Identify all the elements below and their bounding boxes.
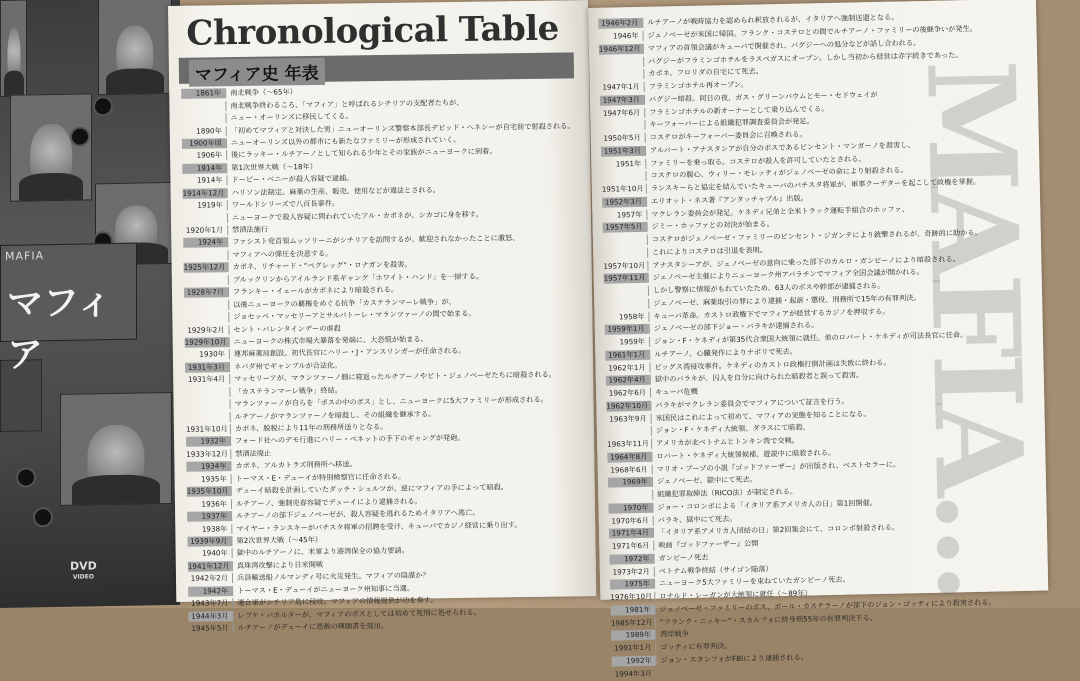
timeline-date: 1957年10月	[603, 260, 647, 271]
timeline-event: 第2次世界大戦（～45年）	[231, 535, 322, 546]
timeline-event: ワールドシリーズで八百長事件。	[227, 199, 339, 211]
bullet-hole	[18, 469, 34, 485]
timeline-event: マフィアの首領会議がキューバで開催され、バグジーへの処分などが話し合われる。	[643, 38, 921, 54]
timeline-event: マランツァーノが自らを「ボスの中のボス」とし、ニューヨークに5大ファミリーが形成される。	[229, 395, 547, 409]
timeline-event: ジェノベーゼ・ファミリーのボス、ポール・カステラーノが部下のジョン・ゴッティにより殺害される。	[655, 597, 996, 614]
timeline-date: 1950年5月	[601, 133, 645, 144]
timeline-date: 1971年4月	[609, 528, 653, 539]
cover-english-title: MAFIA	[5, 249, 44, 263]
timeline-event: ルチアーノの部下ジェノベーゼが、殺人容疑を逃れるためイタリアへ逃亡。	[231, 508, 480, 521]
timeline-event: ジェノベーゼ、麻薬取引の罪により逮捕・起訴・懲役、刑務所で15年の有罪判決。	[648, 293, 921, 309]
timeline-date: 1951年10月	[602, 184, 646, 195]
timeline-date: 1968年6月	[608, 464, 652, 475]
timeline-date: 1925年12月	[184, 263, 228, 274]
timeline-date: 1947年3月	[600, 95, 644, 106]
timeline-date: 1861年	[181, 88, 225, 99]
timeline-event: マリオ・プーゾの小説『ゴッドファーザー』が出版され、ベストセラーに。	[652, 459, 901, 474]
timeline-date: 1944年3月	[188, 611, 232, 622]
timeline-event: 兵員輸送船ノルマンディ号に火災発生。マフィアの陰謀か？	[232, 571, 430, 584]
timeline-event: 禁酒法施行	[227, 225, 268, 236]
timeline-date: 1994年3月	[612, 668, 656, 679]
timeline-date	[186, 404, 230, 405]
timeline-date: 1937年	[187, 511, 231, 522]
timeline-event: ガンビーノ死去	[653, 552, 708, 563]
timeline-event: レプケ・バカルターが、マフィアのボスとしては初めて死刑に処せられる。	[232, 607, 480, 620]
timeline-date: 1981年	[611, 605, 655, 616]
timeline-event: バグジー暗殺。同日の夜、ガス・グリーンバウムとモー・セドウェイが	[644, 90, 878, 105]
timeline-event: キーフォーバーによる組織犯罪調査委員会が発足。	[644, 117, 813, 131]
portrait-photo	[98, 0, 172, 95]
timeline-right	[598, 9, 1032, 681]
timeline-event: セント・バレンタインデーの虐殺	[228, 323, 340, 335]
timeline-date: 1962年10月	[606, 401, 650, 412]
timeline-date: 1924年	[183, 238, 227, 249]
timeline-event: ニューヨークで殺人容疑に問われていたアル・カポネが、シカゴに身を移す。	[227, 209, 483, 223]
timeline-event: マッセリーアが、マランツァーノ側に寝返ったルチアーノやビト・ジェノベーゼたちに暗殺される。	[229, 370, 556, 385]
timeline-event: 獄中のルチアーノに、米軍より港湾保全の協力要請。	[232, 546, 409, 558]
timeline-date: 1890年	[182, 126, 226, 137]
timeline-event: 湾岸戦争	[655, 629, 689, 640]
timeline-event: これによりコステロは引退を表明。	[647, 245, 767, 258]
timeline-date	[604, 291, 648, 292]
timeline-date: 1938年	[187, 524, 231, 535]
timeline-event: 獄中のバラキが、囚人を自分に向けられた暗殺者と誤って殺害。	[650, 371, 864, 385]
dvd-logo	[70, 560, 97, 582]
timeline-event: 「イタリア系アメリカ人団結の日」第2回集会にて、コロンボ射殺される。	[653, 523, 899, 538]
timeline-date: 1931年10月	[186, 424, 230, 435]
timeline-event: ファシスト党首領ムッソリーニがシチリアを訪問するが、歓迎されなかったことに激怒、	[227, 234, 519, 248]
page-subtitle: マフィア史 年表	[189, 58, 325, 87]
timeline-date	[599, 61, 643, 62]
timeline-date: 1957年11月	[604, 273, 648, 284]
timeline-event: ジェノベーゼが米国に帰国。フランク・コステロとの間でルチアーノ・ファミリーの後継争いが発生。	[642, 24, 977, 41]
timeline-date: 1931年4月	[185, 374, 229, 385]
timeline-date	[602, 176, 646, 177]
timeline-event: フォード社へのデモ行進にハリー・ベネットの手下のギャングが発砲。	[230, 433, 465, 446]
timeline-date: 1958年	[604, 311, 648, 322]
timeline-event: ゴッティに有罪判決。	[655, 641, 731, 653]
timeline-date: 1929年10月	[185, 337, 229, 348]
timeline-event: ルチアーノ、強制売春容疑でデューイにより逮捕される。	[231, 496, 422, 509]
timeline-date: 1992年	[612, 656, 656, 667]
timeline-event: ニュー・オーリンズに移民してくる。	[226, 112, 353, 124]
timeline-date	[183, 255, 227, 256]
timeline-event: 連邦麻薬局創設。初代長官にハリー・J・アンスリンガーが任命される。	[229, 346, 466, 359]
timeline-event: ルチアーノが戦時協力を認められ釈放されるが、イタリアへ強制送還となる。	[642, 13, 898, 28]
booklet-left-page	[168, 0, 596, 602]
timeline-event: ニューヨーク5大ファミリーを束ねていたガンビーノ死去。	[654, 575, 850, 589]
timeline-date: 1962年4月	[606, 375, 650, 386]
timeline-date: 1942年2月	[188, 573, 232, 584]
timeline-event: アメリカが北ベトナムとトンキン湾で交戦。	[651, 436, 799, 449]
portrait-photo	[60, 392, 172, 506]
timeline-date: 1952年3月	[602, 197, 646, 208]
timeline-event: ネバダ州でギャンブルが合法化。	[229, 360, 342, 372]
timeline-event: コステロの腹心、ウィリー・モレッティがジェノベーゼの命により射殺される。	[645, 166, 907, 181]
timeline-date: 1934年	[186, 462, 230, 473]
timeline-event: ジョン・スタンフォがFBIにより逮捕される。	[656, 652, 808, 665]
timeline-event: 組織犯罪取締法（RICO法）が制定される。	[652, 487, 797, 500]
timeline-date: 1959年	[605, 337, 649, 348]
timeline-event: ニューヨークの株式市場大暴落を発端に、大恐慌が始まる。	[229, 334, 428, 347]
bullet-hole	[95, 98, 111, 114]
timeline-event: ルチアーノがデューイに恩赦の嘆願書を提出。	[233, 621, 388, 633]
dvd-logo-sub: VIDEO	[70, 571, 97, 582]
timeline-event: コステロがジェノベーゼ・ファミリーのビンセント・ジガンテにより銃撃されるが、奇跡的に助かる。	[647, 228, 982, 245]
timeline-event: “フランク・ニッキー”・スカルフォに終身刑55年の有罪判決下る。	[655, 613, 877, 628]
timeline-event: ジョン・F・ケネディ大統領、ダラスにて暗殺。	[651, 423, 810, 436]
timeline-event: バラキがマクレラン委員会でマフィアについて証言を行う。	[650, 397, 849, 411]
timeline-date	[184, 317, 228, 318]
timeline-event: デューイ暗殺を計画していたダッチ・シュルツが、逆にマフィアの手によって暗殺。	[231, 483, 508, 497]
timeline-event: ファミリーを乗っ取る。コステロが殺人を許可していたとされる。	[645, 154, 866, 169]
page-title: Chronological Table	[186, 9, 559, 54]
timeline-event: バグジーがフラミンゴホテルをラスベガスにオープン。しかし当初から経営は赤字続きであった。	[643, 50, 963, 67]
timeline-date	[186, 417, 230, 418]
timeline-date: 1914年	[182, 175, 226, 186]
timeline-date: 1970年6月	[609, 515, 653, 526]
timeline-event: ジョン・F・ケネディが第35代合衆国大統領に就任。弟のロバート・ケネディが司法長官に任命。	[649, 330, 967, 347]
timeline-date: 1951年	[601, 158, 645, 169]
timeline-date	[181, 106, 225, 107]
timeline-event: 映画『ゴッドファーザー』公開	[653, 539, 758, 551]
timeline-event: ピッグス湾侵攻事件。ケネディのカストロ政権打倒計画は失敗に終わる。	[649, 357, 890, 372]
timeline-event: ジェノベーゼの部下ジョー・バラキが逮捕される。	[649, 321, 819, 335]
timeline-event: カポネ、アルカトラズ刑務所へ移送。	[230, 460, 356, 472]
timeline-event: ジミー・ホッファとの対決が始まる。	[646, 220, 773, 233]
timeline-date	[603, 253, 647, 254]
timeline-date	[182, 118, 226, 119]
timeline-event: アナスタシーアが、ジェノベーゼの意向に乗った部下のカルロ・ガンビーノにより暗殺される。	[647, 254, 960, 271]
timeline-event: 真珠湾攻撃により日米開戦	[232, 560, 323, 571]
timeline-date: 1972年	[609, 554, 653, 565]
timeline-event: ランスキーらと協定を結んでいたキューバのバチスタ将軍が、軍事クーデターを起こして政権を掌握。	[646, 177, 981, 194]
timeline-event: アルバート・アナスタシアが自分のボスであるビンセント・マンガーノを殺害し、	[645, 140, 915, 156]
timeline-date	[183, 218, 227, 219]
timeline-date: 1928年7月	[184, 287, 228, 298]
timeline-date: 1946年2月	[598, 18, 642, 29]
timeline-date	[185, 392, 229, 393]
booklet-right-page	[588, 0, 1048, 600]
timeline-event: カポネ、リチャード・“ペグレッグ”・ロナガンを殺害。	[228, 260, 412, 273]
timeline-event: 以後ニューヨークの覇権をめぐる抗争「カステランマーレ戦争」が、	[228, 297, 456, 310]
timeline-date	[184, 305, 228, 306]
timeline-date: 1940年	[188, 549, 232, 560]
timeline-date: 1939年9月	[187, 536, 231, 547]
timeline-event: エリオット・ネス著『アンタッチャブル』出版。	[646, 193, 808, 206]
timeline-date: 1976年10月	[610, 592, 654, 603]
timeline-date: 1957年5月	[603, 222, 647, 233]
portrait-photo	[0, 0, 27, 97]
timeline-event: ニューオーリンズ以外の都市にも新たなファミリーが形成されていく。	[226, 135, 460, 148]
timeline-event: ジョー・コロンボによる「イタリア系アメリカ人の日」第1回開催。	[652, 498, 877, 513]
timeline-date	[604, 304, 648, 305]
timeline-event: カポネ、脱税により11年の刑務所送りとなる。	[230, 422, 388, 434]
dvd-logo-text: DVD	[70, 560, 97, 571]
portrait-photo	[10, 93, 92, 201]
timeline-date: 1929年2月	[184, 325, 228, 336]
timeline-date: 1973年2月	[610, 566, 654, 577]
timeline-event: カポネ、フロリダの自宅にて死去。	[643, 67, 763, 80]
timeline-event: トーマス・E・デューイがニューヨーク州知事に当選。	[232, 583, 414, 596]
timeline-date	[607, 431, 651, 432]
timeline-date: 1971年6月	[609, 541, 653, 552]
dvd-cover-collage	[0, 0, 180, 608]
bullet-hole	[35, 509, 51, 525]
timeline-event: マクレラン委員会が発足。ケネディ兄弟と全米トラック運転手組合のホッファ、	[646, 204, 909, 219]
timeline-date	[600, 125, 644, 126]
timeline-event: フランキー・イェールがカポネにより暗殺される。	[228, 285, 398, 297]
timeline-date	[599, 74, 643, 75]
timeline-event: 連合軍がシチリア島に侵攻。マフィアの情報提供が功を奏す。	[232, 595, 437, 608]
timeline-date: 1991年1月	[611, 643, 655, 654]
timeline-event: ブルックリンからアイルランド系ギャング「ホワイト・ハンド」を一掃する。	[228, 271, 483, 285]
timeline-date: 1969年	[608, 477, 652, 488]
timeline-date: 1920年1月	[183, 225, 227, 236]
timeline-event: ハリソン法制定。麻薬の生産、販売、使用などが違法とされる。	[227, 185, 441, 198]
timeline-event: ルチアーノがマランツァーノを暗殺し、その組織を継承する。	[230, 409, 436, 422]
timeline-event: 禁酒法廃止	[230, 449, 271, 460]
timeline-event: バラキ、獄中にて死去。	[653, 514, 737, 526]
timeline-event: マフィアへの弾圧を決意する。	[227, 249, 332, 260]
timeline-event: 後にラッキー・ルチアーノとして知られる少年とその家族がニューヨークに到着。	[226, 147, 497, 161]
timeline-event: マイヤー・ランスキーがバチスタ将軍の招聘を受け、キューバでカジノ経営に乗り出す。	[231, 520, 521, 534]
timeline-date: 1947年6月	[600, 107, 644, 118]
timeline-event: 「カステランマーレ戦争」終結。	[229, 385, 342, 397]
timeline-date: 1951年3月	[601, 146, 645, 157]
timeline-event: ルチアーノ、心臓発作によりナポリで死去。	[649, 347, 797, 360]
timeline-date: 1935年	[187, 474, 231, 485]
timeline-date	[603, 240, 647, 241]
timeline-date: 1989年	[611, 630, 655, 641]
timeline-date: 1962年1月	[605, 362, 649, 373]
mafia-watermark: MAFIA...	[829, 59, 1040, 583]
timeline-date: 1936年	[187, 499, 231, 510]
timeline-date: 1914年12月	[183, 188, 227, 199]
timeline-date: 1947年1月	[600, 82, 644, 93]
cover-title-box	[0, 243, 137, 342]
timeline-event: ジェノベーゼ、獄中にて死去。	[652, 475, 757, 487]
timeline-event: 南北戦争終わるころ、「マフィア」と呼ばれるシチリアの支配者たちが、	[225, 98, 463, 111]
timeline-event: 米国民はこれによって初めて、マフィアの実態を知ることになる。	[651, 409, 871, 424]
timeline-date: 1942年	[188, 586, 232, 597]
timeline-date: 1941年12月	[188, 561, 232, 572]
timeline-date: 1945年5月	[189, 623, 233, 634]
timeline-date: 1962年6月	[606, 388, 650, 399]
timeline-date: 1961年1月	[605, 350, 649, 361]
timeline-event: 第1次世界大戦（～18年）	[226, 162, 317, 173]
timeline-date: 1970年	[608, 503, 652, 514]
timeline-event: 「初めてマフィアと対決した男」ニューオーリンズ警察本部長デビッド・ヘネシーが自宅前で射殺される。	[226, 121, 575, 136]
timeline-date: 1932年	[186, 437, 230, 448]
timeline-event: コステロがキーフォーバー委員会に召喚される。	[645, 130, 807, 143]
timeline-date: 1935年10月	[187, 486, 231, 497]
timeline-date: 1931年3月	[185, 362, 229, 373]
timeline-date: 1946年12月	[599, 44, 643, 55]
timeline-event: ロバート・ケネディ大統領候補、遊説中に暗殺される。	[651, 448, 835, 462]
timeline-event: 南北戦争（～65年）	[225, 87, 297, 98]
timeline-event: フラミンゴホテル再オープン。	[644, 80, 748, 92]
timeline-event: トーマス・E・デューイが特別検察官に任命される。	[231, 472, 406, 484]
timeline-date: 1914年	[182, 163, 226, 174]
timeline-event: しかし警察に情報がもれていたため、63人のボスや幹部が逮捕される。	[648, 281, 885, 296]
timeline-date	[608, 495, 652, 496]
timeline-event: ベトナム戦争終結（サイゴン陥落）	[654, 564, 773, 576]
timeline-date	[184, 280, 228, 281]
timeline-date: 1946年	[599, 31, 643, 42]
timeline-date: 1957年	[602, 209, 646, 220]
timeline-date: 1919年	[183, 200, 227, 211]
timeline-event: ジェノベーゼ主催によりニューヨーク州アパラチンでマフィア全国会議が開かれる。	[648, 267, 924, 283]
timeline-event: キューバ危機	[650, 387, 698, 398]
timeline-date: 1943年7月	[188, 598, 232, 609]
timeline-event: ロナルド・レーガンが大統領に就任（～89年）	[654, 589, 812, 602]
timeline-date: 1964年8月	[607, 452, 651, 463]
timeline-event: キューバ革命。カストロ政権下でマフィアが経営するカジノを押収する。	[648, 306, 889, 321]
timeline-date: 1963年9月	[607, 413, 651, 424]
timeline-event: ジョセッペ・マッセリーアとサルバトーレ・マランツァーノの間で始まる。	[228, 309, 475, 322]
timeline-date: 1963年11月	[607, 439, 651, 450]
timeline-date: 1906年	[182, 151, 226, 162]
timeline-date: 1975年	[610, 579, 654, 590]
cover-japanese-title: マフィア	[7, 274, 136, 378]
timeline-date: 1930年	[185, 350, 229, 361]
timeline-event: フラミンゴホテルの新オーナーとして乗り込んでくる。	[644, 104, 829, 118]
timeline-date: 1959年1月	[605, 324, 649, 335]
timeline-left	[181, 82, 584, 635]
timeline-date: 1933年12月	[186, 449, 230, 460]
timeline-event: ドーピー・ベニーが殺人容疑で逮捕。	[226, 174, 353, 186]
timeline-date: 1900年頃	[182, 138, 226, 149]
timeline-date: 1985年12月	[611, 617, 655, 628]
